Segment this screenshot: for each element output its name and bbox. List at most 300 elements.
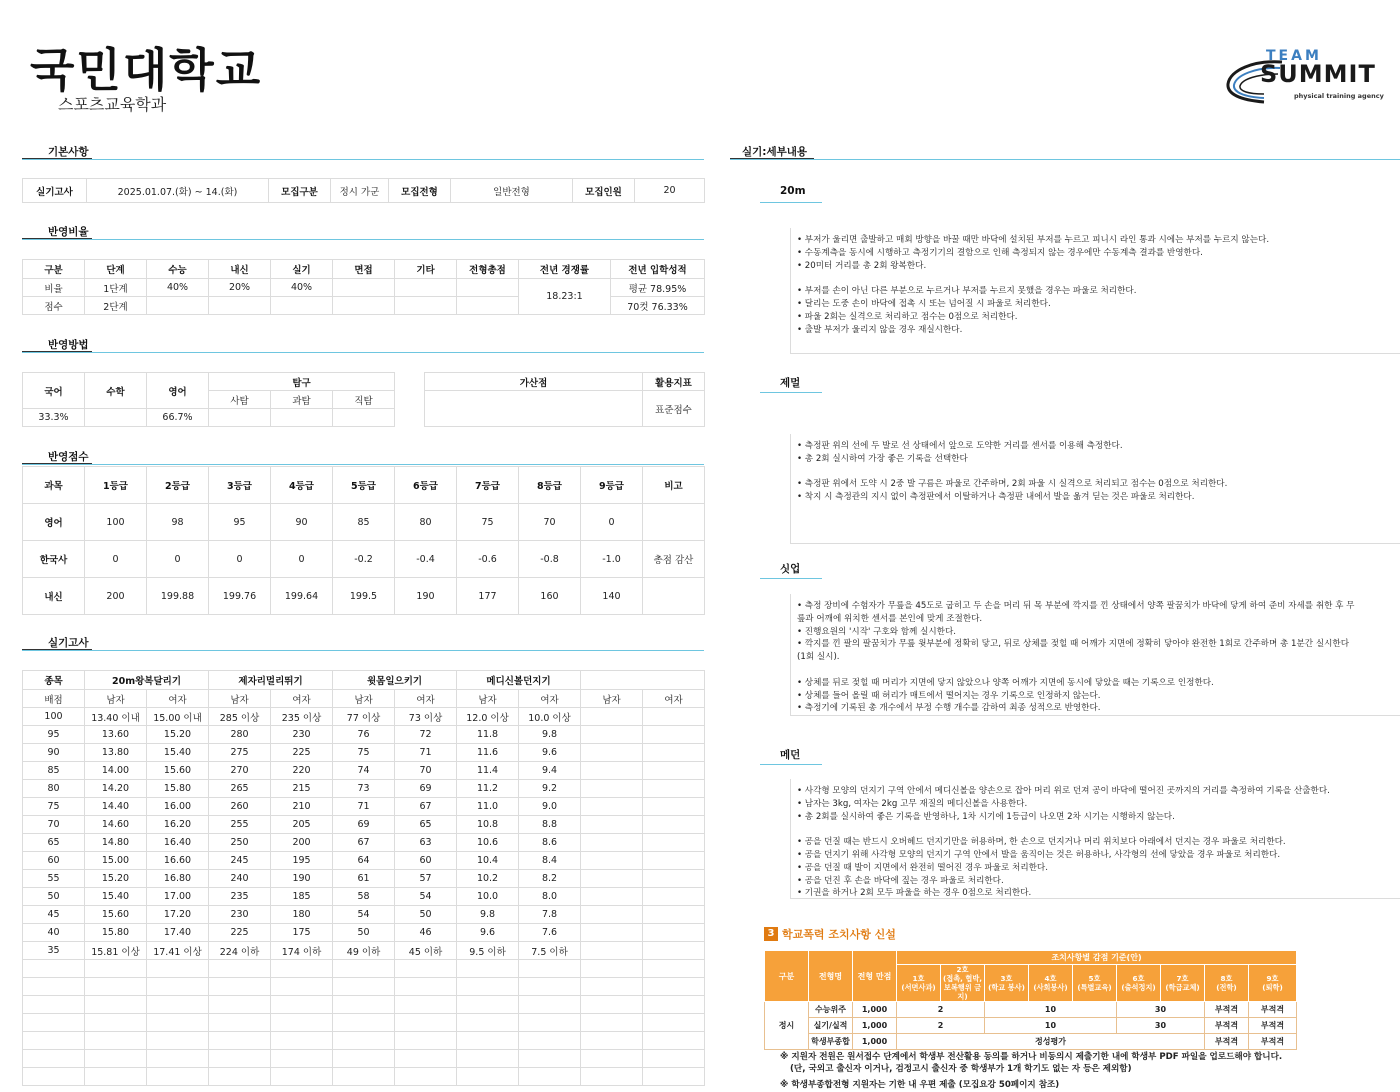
score-cell: -0.6: [457, 541, 519, 578]
ratio-cell: 40%: [271, 279, 333, 297]
record-cell: [581, 780, 643, 798]
record-cell: 11.6: [457, 744, 519, 762]
empty-cell: [209, 1050, 271, 1068]
empty-cell: [147, 978, 209, 996]
scores-header: 7등급: [457, 467, 519, 504]
practical-heading: 실기고사: [48, 637, 89, 649]
empty-cell: [395, 978, 457, 996]
record-cell: 72: [395, 726, 457, 744]
school-violence-notice: [764, 926, 1304, 942]
record-cell: 7.6: [519, 924, 581, 942]
score-cell: -1.0: [581, 541, 643, 578]
record-cell: 255: [209, 816, 271, 834]
empty-cell: [519, 978, 581, 996]
scores-header: 2등급: [147, 467, 209, 504]
empty-cell: [147, 960, 209, 978]
empty-cell: [209, 1032, 271, 1050]
table-row: [23, 816, 705, 834]
ratio-cell: [333, 279, 395, 297]
score-cell: 70: [519, 504, 581, 541]
record-cell: [643, 888, 705, 906]
scores-header: 비고: [643, 467, 705, 504]
record-cell: 10.6: [457, 834, 519, 852]
points-cell: 90: [23, 744, 85, 762]
record-cell: 9.8: [519, 726, 581, 744]
jump-title: 제멀: [780, 377, 801, 389]
empty-cell: [147, 996, 209, 1014]
points-cell: 65: [23, 834, 85, 852]
record-cell: [581, 942, 643, 960]
empty-cell: [85, 960, 147, 978]
violence-row-name: 학생부종합: [809, 1034, 853, 1050]
ratio-heading: 반영비율: [48, 226, 89, 238]
empty-cell: [209, 960, 271, 978]
empty-cell: [395, 960, 457, 978]
empty-cell: [23, 1014, 85, 1032]
points-cell: 85: [23, 762, 85, 780]
table-row: [23, 834, 705, 852]
scores-header: 과목: [23, 467, 85, 504]
points-cell: 95: [23, 726, 85, 744]
score-cell: 75: [457, 504, 519, 541]
ratio-cell: [209, 297, 271, 315]
english-label: 영어: [147, 373, 209, 409]
record-cell: 77 이상: [333, 708, 395, 726]
practical-table: [22, 670, 705, 1086]
ratio-header: 면접: [333, 260, 395, 279]
detail-line: • 공을 던질 때 발이 지면에서 완전히 떨어진 경우 파울로 처리한다.: [797, 862, 1048, 873]
university-title: 국민대학교: [30, 43, 263, 97]
social-label: 사탐: [209, 391, 271, 409]
record-cell: 8.8: [519, 816, 581, 834]
social-pct: [209, 409, 271, 427]
type-label: 모집전형: [389, 179, 451, 203]
record-cell: 15.80: [85, 924, 147, 942]
ratio-header: 전년 경쟁률: [519, 260, 611, 279]
details-heading: 실기:세부내용: [742, 146, 808, 158]
record-cell: 14.00: [85, 762, 147, 780]
empty-cell: [333, 1014, 395, 1032]
situp-title-line: [760, 578, 822, 579]
detail-line: • 깍지를 낀 팔의 팔꿈치가 무릎 윗부분에 정확히 닿고, 뒤로 상체를 젖힐 때 어깨가 지면에 정확히 닿아야 완전한 1회로 간주하며 총 1분간 실시한다: [797, 639, 1350, 650]
record-cell: 17.00: [147, 888, 209, 906]
empty-cell: [333, 996, 395, 1014]
score-cell: 190: [395, 578, 457, 615]
score-cell: [643, 578, 705, 615]
detail-line: • 공을 던진 후 손을 바닥에 짚는 경우 파울로 처리한다.: [797, 875, 1004, 886]
score-cell: 95: [209, 504, 271, 541]
ratio-cell: [395, 279, 457, 297]
record-cell: 7.5 이하: [519, 942, 581, 960]
table-row: [23, 924, 705, 942]
male-label: 남자: [581, 690, 643, 708]
record-cell: 11.8: [457, 726, 519, 744]
method-table: [22, 372, 395, 427]
notice-note-3: ※ 학생부종합전형 지원자는 기한 내 우편 제출 (모집요강 50페이지 참조): [780, 1080, 1060, 1090]
record-cell: 73: [333, 780, 395, 798]
record-cell: 71: [395, 744, 457, 762]
score-cell: 90: [271, 504, 333, 541]
empty-cell: [519, 1068, 581, 1086]
record-cell: 73 이상: [395, 708, 457, 726]
detail-line: • 측정기에 기록된 총 개수에서 부정 수행 개수를 감하여 최종 성적으로 반영한다.: [797, 703, 1101, 714]
detail-line: • 진행요원의 '시작' 구호와 함께 실시한다.: [797, 626, 957, 637]
record-cell: [643, 816, 705, 834]
record-cell: 195: [271, 852, 333, 870]
score-cell: -0.2: [333, 541, 395, 578]
ratio-cell: [147, 297, 209, 315]
empty-cell: [643, 1032, 705, 1050]
score-cell: 177: [457, 578, 519, 615]
empty-cell: [395, 1032, 457, 1050]
record-cell: 50: [395, 906, 457, 924]
violence-row-name: 실기/실적: [809, 1018, 853, 1034]
empty-cell: [333, 1068, 395, 1086]
record-cell: 50: [333, 924, 395, 942]
detail-line: • 공을 던지기 위해 사각형 모양의 던지기 구역 안에서 발을 움직이는 것은 허용하나, 사각형의 선에 닿았을 경우 파울로 처리한다.: [797, 849, 1281, 860]
empty-cell: [581, 1068, 643, 1086]
ratio-header: 실기: [271, 260, 333, 279]
detail-line: • 사각형 모양의 던지기 구역 안에서 메디신볼을 양손으로 잡아 머리 위로 던져 공이 바닥에 떨어진 곳까지의 거리를 측정하여 기록을 산출한다.: [797, 786, 1330, 796]
notice-title: 학교폭력 조치사항 신설: [782, 928, 896, 941]
record-cell: 11.2: [457, 780, 519, 798]
score-cell: 199.5: [333, 578, 395, 615]
empty-cell: [519, 1050, 581, 1068]
scores-header: 5등급: [333, 467, 395, 504]
scores-header: 3등급: [209, 467, 271, 504]
vocational-pct: [333, 409, 395, 427]
spacer: [797, 272, 1396, 285]
empty-row: [23, 1050, 705, 1068]
violence-row-total: 1,000: [853, 1034, 897, 1050]
empty-cell: [395, 1050, 457, 1068]
violence-row-total: 1,000: [853, 1002, 897, 1018]
empty-cell: [147, 1032, 209, 1050]
detail-line: • 기권을 하거나 2회 모두 파울을 하는 경우 0점으로 처리한다.: [797, 888, 1032, 899]
record-cell: 57: [395, 870, 457, 888]
record-cell: 10.4: [457, 852, 519, 870]
record-cell: 12.0 이상: [457, 708, 519, 726]
record-cell: [643, 870, 705, 888]
record-cell: [581, 888, 643, 906]
ratio-cell: 20%: [209, 279, 271, 297]
empty-cell: [457, 996, 519, 1014]
male-label: 남자: [457, 690, 519, 708]
record-cell: [581, 744, 643, 762]
medicine-title-line: [760, 764, 822, 765]
score-cell: 0: [147, 541, 209, 578]
record-cell: 7.8: [519, 906, 581, 924]
empty-cell: [333, 960, 395, 978]
record-cell: [643, 780, 705, 798]
score-cell: 199.88: [147, 578, 209, 615]
violence-col-level: 4호 (사회봉사): [1029, 965, 1073, 1002]
empty-cell: [23, 1050, 85, 1068]
empty-cell: [23, 978, 85, 996]
korean-pct: 33.3%: [23, 409, 85, 427]
ratio-header: 내신: [209, 260, 271, 279]
violence-row-c67: 30: [1117, 1018, 1205, 1034]
table-row: [23, 726, 705, 744]
empty-cell: [519, 1032, 581, 1050]
empty-cell: [23, 1032, 85, 1050]
ratio-header: 전년 입학성적: [611, 260, 705, 279]
empty-cell: [147, 1014, 209, 1032]
exam-date: 2025.01.07.(화) ~ 14.(화): [87, 179, 269, 203]
notice-note-1: ※ 지원자 전원은 원서접수 단계에서 학생부 전산활용 동의를 하거나 비동의시 제출기한 내에 학생부 PDF 파일을 업로드해야 합니다.: [780, 1052, 1283, 1062]
table-row: [23, 870, 705, 888]
record-cell: 69: [395, 780, 457, 798]
index-label: 활용지표: [643, 373, 705, 391]
record-cell: 220: [271, 762, 333, 780]
empty-cell: [271, 1068, 333, 1086]
ratio-header: 수능: [147, 260, 209, 279]
empty-cell: [147, 1050, 209, 1068]
record-cell: [581, 906, 643, 924]
empty-cell: [271, 996, 333, 1014]
empty-cell: [85, 1050, 147, 1068]
empty-cell: [395, 1014, 457, 1032]
male-label: 남자: [85, 690, 147, 708]
violence-row-c9: 부적격: [1249, 1018, 1297, 1034]
medicine-title: 메던: [780, 749, 801, 761]
department-title: 스포츠교육학과: [58, 95, 167, 114]
violence-row-c67: 30: [1117, 1002, 1205, 1018]
record-cell: 15.00 이내: [147, 708, 209, 726]
record-cell: 10.8: [457, 816, 519, 834]
detail-line: • 20미터 거리를 총 2회 왕복한다.: [797, 260, 927, 271]
math-label: 수학: [85, 373, 147, 409]
empty-cell: [271, 1050, 333, 1068]
empty-cell: [643, 978, 705, 996]
ratio-table: [22, 259, 705, 315]
empty-cell: [333, 978, 395, 996]
scores-header: 6등급: [395, 467, 457, 504]
empty-cell: [519, 960, 581, 978]
empty-cell: [23, 996, 85, 1014]
table-row: [23, 708, 705, 726]
empty-cell: [643, 1068, 705, 1086]
english-pct: 66.7%: [147, 409, 209, 427]
record-cell: 15.60: [147, 762, 209, 780]
record-cell: 75: [333, 744, 395, 762]
violence-row-c8: 부적격: [1205, 1034, 1249, 1050]
korean-label: 국어: [23, 373, 85, 409]
empty-cell: [209, 978, 271, 996]
record-cell: 260: [209, 798, 271, 816]
empty-cell: [271, 1014, 333, 1032]
record-cell: [643, 744, 705, 762]
empty-cell: [333, 1050, 395, 1068]
empty-cell: [85, 978, 147, 996]
record-cell: 16.60: [147, 852, 209, 870]
ratio-cell: [457, 297, 519, 315]
ratio-cell: [457, 279, 519, 297]
female-label: 여자: [271, 690, 333, 708]
empty-row: [23, 1032, 705, 1050]
record-cell: [643, 852, 705, 870]
empty-cell: [457, 960, 519, 978]
run-details: [790, 228, 1400, 354]
table-row: [23, 906, 705, 924]
score-cell: 80: [395, 504, 457, 541]
detail-line: • 부저가 울리면 출발하고 매회 방향을 바꿀 때만 바닥에 설치된 부저를 누르고 피니시 라인 통과 시에는 부저를 누르지 않는다.: [797, 235, 1270, 245]
ratio-cell: [271, 297, 333, 315]
record-cell: 225: [271, 744, 333, 762]
notice-note-2: (단, 국외고 출신자 이거나, 검정고시 출신자 중 학생부가 1개 학기도 없는 자 등은 제외함): [790, 1064, 1132, 1074]
record-cell: [581, 852, 643, 870]
table-row: [23, 798, 705, 816]
medicine-details: [790, 779, 1400, 899]
record-cell: 61: [333, 870, 395, 888]
detail-line: • 출발 부저가 울리지 않을 경우 재실시한다.: [797, 324, 963, 335]
record-cell: 60: [395, 852, 457, 870]
spacer: [797, 664, 1396, 677]
record-cell: 8.2: [519, 870, 581, 888]
record-cell: 215: [271, 780, 333, 798]
score-cell: 0: [581, 504, 643, 541]
ratio-cell: 비율: [23, 279, 85, 297]
empty-cell: [643, 1014, 705, 1032]
record-cell: 76: [333, 726, 395, 744]
empty-cell: [271, 1032, 333, 1050]
table-row: [23, 578, 705, 615]
ratio-cell: 40%: [147, 279, 209, 297]
violence-col-level: 5호 (특별교육): [1073, 965, 1117, 1002]
record-cell: 8.4: [519, 852, 581, 870]
record-cell: 9.0: [519, 798, 581, 816]
notice-number: 3: [764, 927, 778, 941]
record-cell: [643, 942, 705, 960]
record-cell: [581, 726, 643, 744]
detail-line: • 총 2회를 실시하여 좋은 기록을 반영하나, 1차 시기에 1등급이 나오면 2차 시기는 시행하지 않는다.: [797, 811, 1175, 822]
record-cell: 225: [209, 924, 271, 942]
record-cell: 235: [209, 888, 271, 906]
detail-line: • 총 2회 실시하여 가장 좋은 기록을 선택한다: [797, 453, 968, 464]
score-cell: 140: [581, 578, 643, 615]
record-cell: 67: [333, 834, 395, 852]
record-cell: 11.4: [457, 762, 519, 780]
violence-row-c8: 부적격: [1205, 1002, 1249, 1018]
female-label: 여자: [395, 690, 457, 708]
record-cell: 69: [333, 816, 395, 834]
detail-line: • 남자는 3kg, 여자는 2kg 고무 재질의 메디신볼을 사용한다.: [797, 798, 1028, 809]
record-cell: 230: [209, 906, 271, 924]
ratio-header: 전형총점: [457, 260, 519, 279]
violence-row-c12: 2: [897, 1002, 985, 1018]
record-cell: 63: [395, 834, 457, 852]
male-label: 남자: [209, 690, 271, 708]
table-row: [23, 852, 705, 870]
jump-details: [790, 434, 1400, 544]
record-cell: 13.80: [85, 744, 147, 762]
record-cell: 180: [271, 906, 333, 924]
method-heading: 반영방법: [48, 339, 89, 351]
empty-cell: [23, 960, 85, 978]
record-cell: 224 이하: [209, 942, 271, 960]
empty-cell: [581, 996, 643, 1014]
team-summit-logo: [1224, 48, 1400, 104]
record-cell: 15.00: [85, 852, 147, 870]
ratio-divider: [22, 239, 704, 240]
empty-cell: [85, 1032, 147, 1050]
violence-row-c345: 10: [985, 1018, 1117, 1034]
score-cell: 200: [85, 578, 147, 615]
record-cell: 13.40 이내: [85, 708, 147, 726]
empty-row: [23, 978, 705, 996]
empty-cell: [457, 1014, 519, 1032]
event-label: 종목: [23, 671, 85, 690]
record-cell: 265: [209, 780, 271, 798]
violence-col-level: 2호 (접촉, 협박, 보복행위 금지): [941, 965, 985, 1002]
practical-body: [23, 708, 705, 1086]
record-cell: 250: [209, 834, 271, 852]
empty-cell: [23, 1068, 85, 1086]
record-cell: 9.5 이하: [457, 942, 519, 960]
record-cell: 185: [271, 888, 333, 906]
bonus-table: [424, 372, 705, 427]
empty-cell: [581, 1032, 643, 1050]
record-cell: 49 이하: [333, 942, 395, 960]
logo-tagline: physical training agency: [1294, 92, 1384, 100]
detail-line: • 수동계측을 동시에 시행하고 측정기기의 결함으로 인해 측정되지 않는 경우에만 수동계측 결과를 반영한다.: [797, 247, 1203, 258]
method-divider: [22, 352, 704, 353]
empty-cell: [519, 1014, 581, 1032]
index-value: 표준점수: [643, 391, 705, 427]
empty-cell: [395, 1068, 457, 1086]
table-row: [23, 744, 705, 762]
points-cell: 60: [23, 852, 85, 870]
table-row: [23, 762, 705, 780]
ratio-header: 기타: [395, 260, 457, 279]
empty-row: [23, 996, 705, 1014]
violence-row-c8: 부적격: [1205, 1018, 1249, 1034]
record-cell: 16.40: [147, 834, 209, 852]
score-cell: [643, 504, 705, 541]
record-cell: 16.20: [147, 816, 209, 834]
empty-cell: [457, 1032, 519, 1050]
score-cell: 0: [209, 541, 271, 578]
detail-line: (1회 실시).: [797, 652, 840, 663]
detail-line: • 달리는 도중 손이 바닥에 접촉 시 또는 넘어질 시 파울로 처리한다.: [797, 298, 1051, 309]
ratio-cell: 1단계: [85, 279, 147, 297]
points-cell: 80: [23, 780, 85, 798]
record-cell: 15.20: [85, 870, 147, 888]
record-cell: [581, 798, 643, 816]
violence-row-qualitative: 정성평가: [897, 1034, 1205, 1050]
detail-line: • 착지 시 측정관의 지시 없이 측정판에서 이탈하거나 측정판 내에서 발을 옮겨 딛는 것은 파울로 처리한다.: [797, 492, 1195, 503]
competition-rate: 18.23:1: [519, 279, 611, 315]
violence-group-header: 조치사항별 감점 기준(안): [897, 951, 1297, 965]
ratio-cell: [333, 297, 395, 315]
subject-label: 영어: [23, 504, 85, 541]
record-cell: 280: [209, 726, 271, 744]
score-cell: 199.76: [209, 578, 271, 615]
empty-cell: [333, 1032, 395, 1050]
empty-row: [23, 960, 705, 978]
event-medicine: 메디신볼던지기: [457, 671, 581, 690]
logo-summit-text: SUMMIT: [1260, 60, 1376, 88]
record-cell: 15.40: [85, 888, 147, 906]
score-cell: 98: [147, 504, 209, 541]
table-row: [23, 504, 705, 541]
violence-gubun: 정시: [765, 1002, 809, 1050]
scores-header: 4등급: [271, 467, 333, 504]
record-cell: [643, 708, 705, 726]
exam-label: 실기고사: [23, 179, 87, 203]
record-cell: 10.0 이상: [519, 708, 581, 726]
empty-row: [23, 1014, 705, 1032]
